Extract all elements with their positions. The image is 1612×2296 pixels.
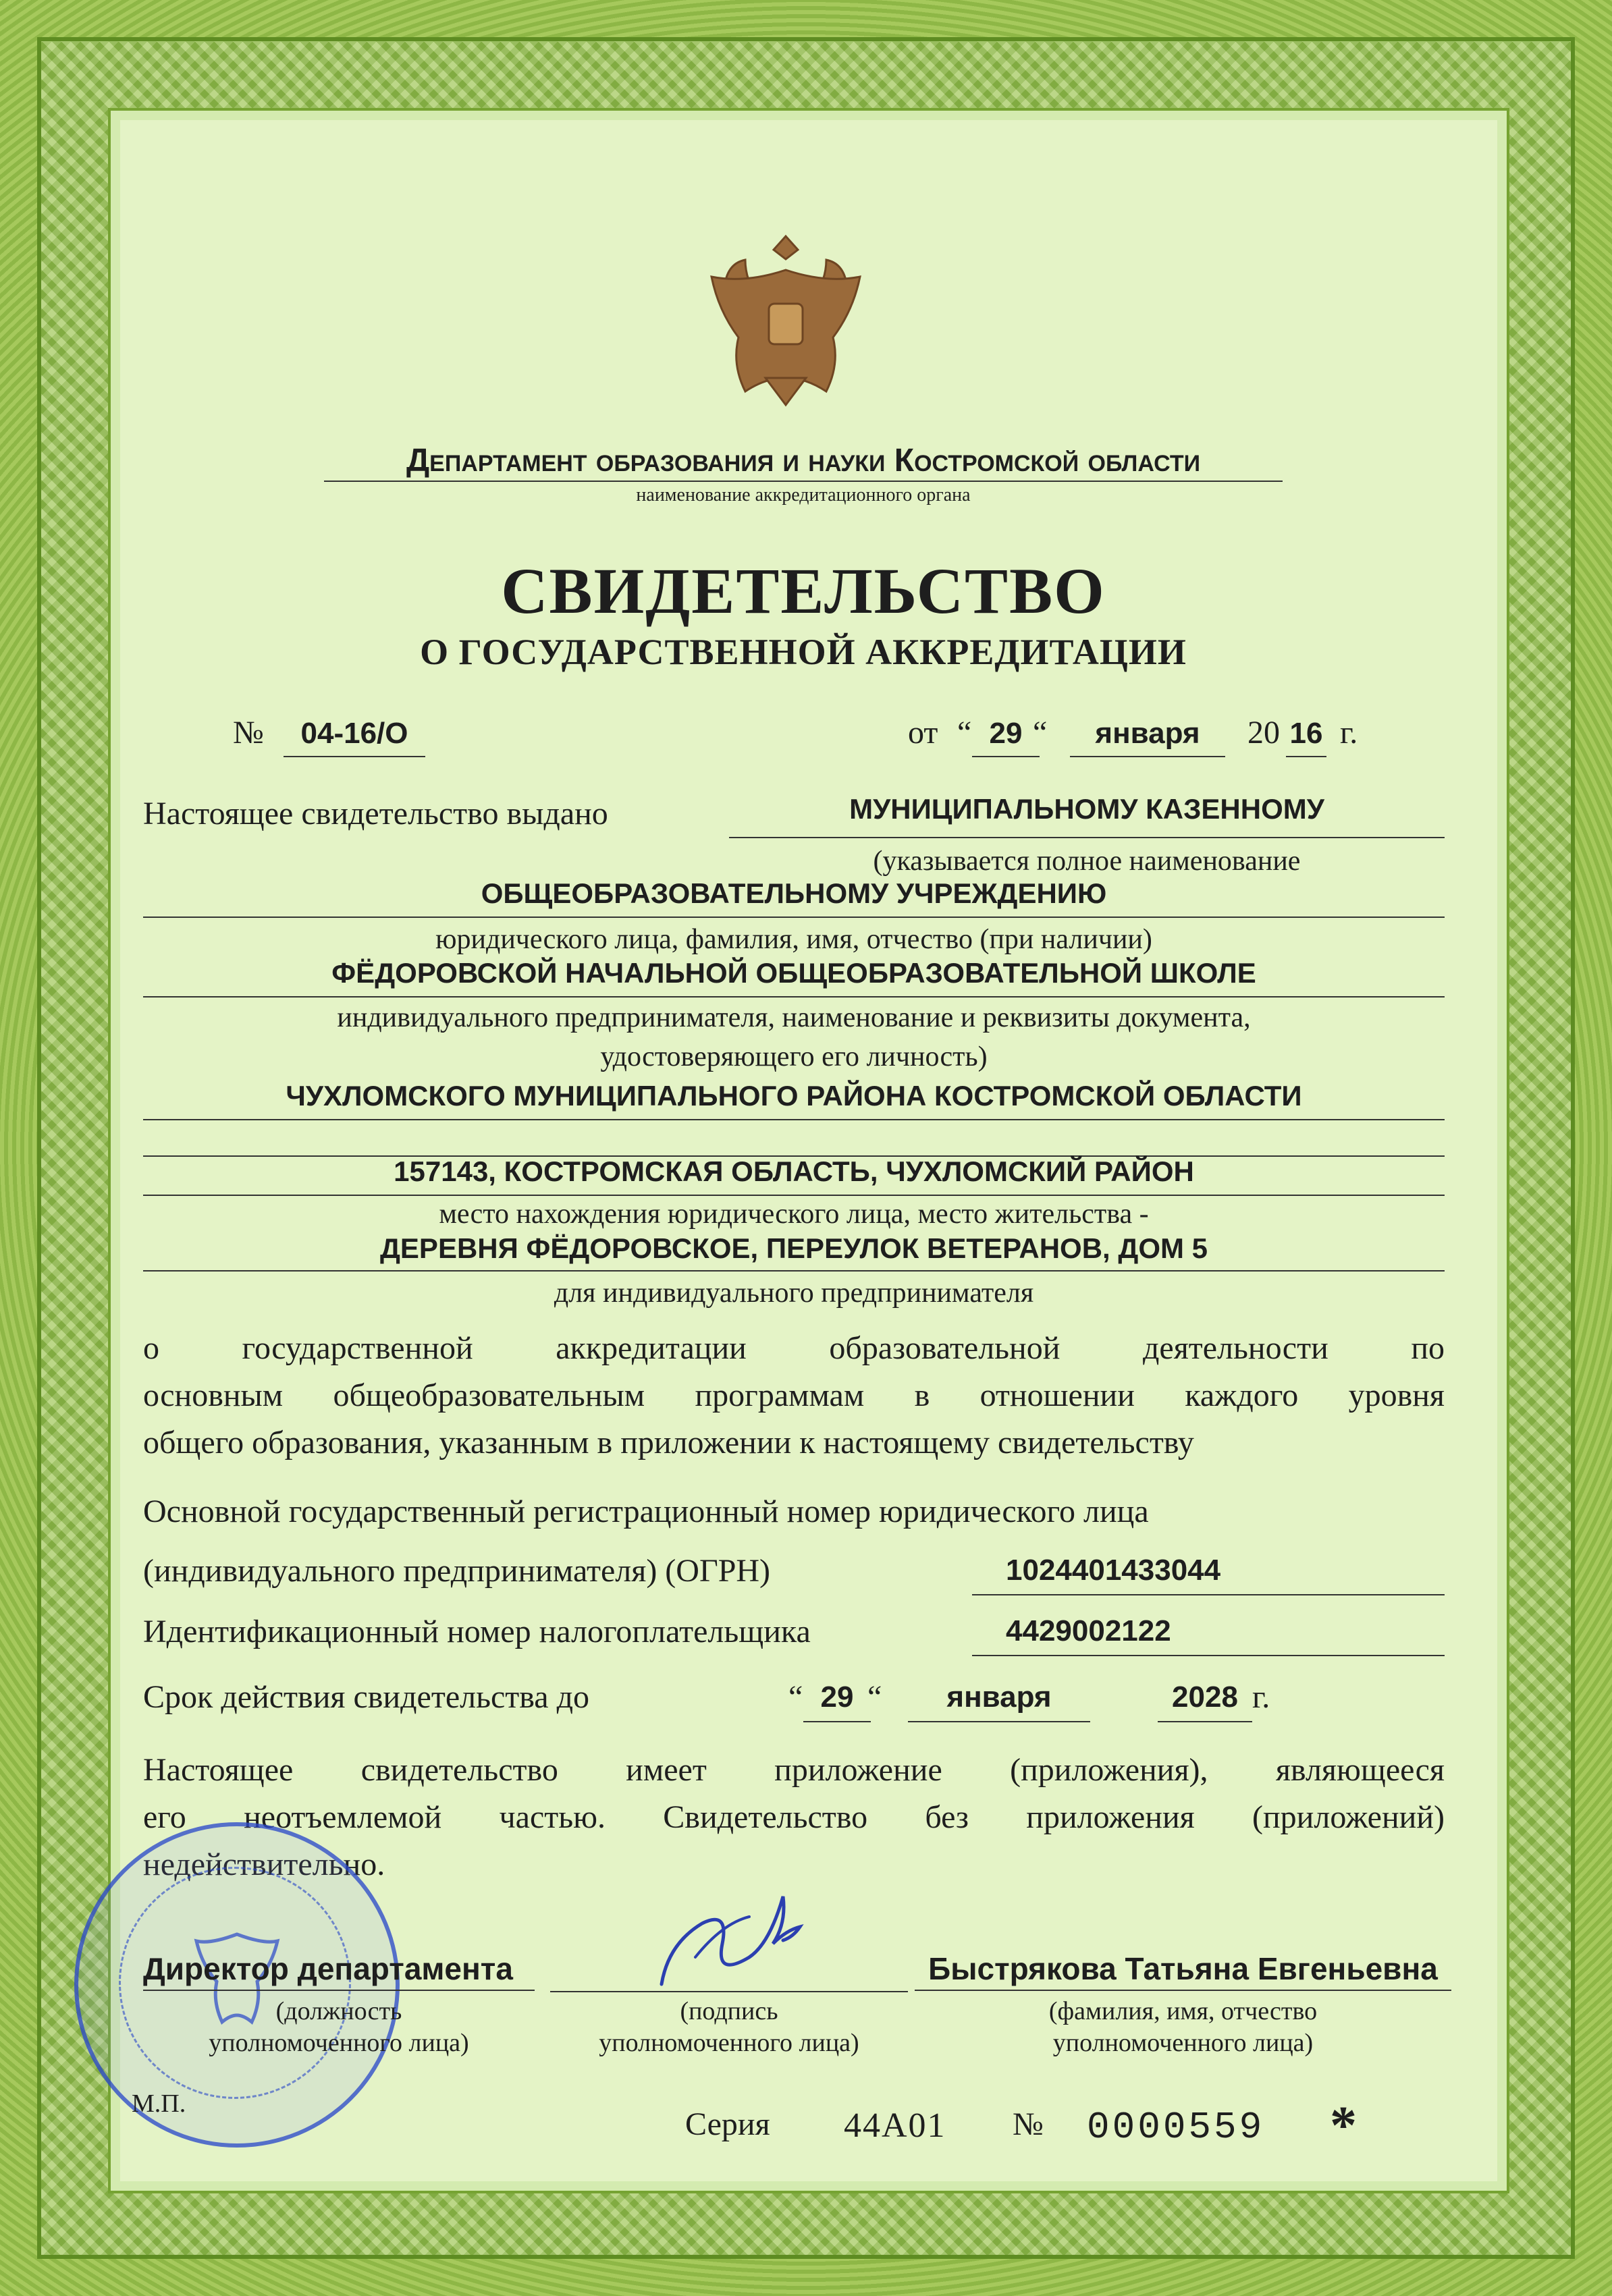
double-headed-eagle-emblem [698,223,874,418]
number-sign: № [233,715,264,750]
issue-day-underline [972,756,1040,757]
validity-label: Срок действия свидетельства до [143,1679,590,1715]
signer-name: Быстрякова Татьяна Евгеньевна [928,1951,1438,1986]
date-close-quote: “ [1033,715,1048,750]
issue-year-underline [1286,756,1326,757]
signature-underline [550,1991,908,1992]
validity-year-unit: г. [1252,1679,1270,1715]
validity-year-underline [1158,1721,1252,1722]
validity-month: января [946,1680,1052,1714]
issued-line-4: ЧУХЛОМСКОГО МУНИЦИПАЛЬНОГО РАЙОНА КОСТРОМСКОЙ ОБЛАСТИ [286,1080,1302,1112]
appendix-text-line-1: Настоящее свидетельство имеет приложение (приложения), являющееся [143,1752,1445,1788]
name-underline [915,1990,1451,1991]
inn-label: Идентификационный номер налогоплательщика [143,1614,811,1649]
issue-day: 29 [989,717,1023,750]
issued-line-4-underline [143,1119,1445,1120]
date-open-quote: “ [957,715,972,750]
signer-position: Директор департамента [143,1951,513,1986]
signature-caption-2: уполномоченного лица) [599,2029,859,2057]
name-caption-2: уполномоченного лица) [1052,2029,1314,2057]
authority-name: Департамент образования и науки Костромской области [406,443,1201,479]
series-value: 44А01 [844,2106,946,2145]
issued-caption-6: для индивидуального предпринимателя [554,1278,1034,1309]
certificate-number: 04-16/О [300,717,408,750]
issued-caption-3a: индивидуального предпринимателя, наименование и реквизиты документа, [337,1002,1251,1033]
validity-open-quote: “ [788,1679,803,1715]
authority-underline [324,481,1283,482]
issued-caption-3b: удостоверяющего его личность) [600,1041,988,1072]
appendix-text-line-3: недействительно. [143,1847,385,1882]
accreditation-text-line-2: основным общеобразовательным программам в отношении каждого уровня [143,1377,1445,1413]
position-underline [143,1990,535,1991]
validity-year: 2028 [1172,1680,1238,1714]
issued-line-5-underline [143,1195,1445,1196]
issued-line-2-underline [143,917,1445,918]
validity-close-quote: “ [867,1679,882,1715]
certificate-title: СВИДЕТЕЛЬСТВО [501,555,1106,627]
issued-line-3-underline [143,996,1445,997]
certificate-subtitle: О ГОСУДАРСТВЕННОЙ АККРЕДИТАЦИИ [420,632,1187,672]
issued-line-5: 157143, КОСТРОМСКАЯ ОБЛАСТЬ, ЧУХЛОМСКИЙ РАЙОН [394,1155,1194,1187]
ogrn-label-1: Основной государственный регистрационный номер юридического лица [143,1494,1149,1529]
issued-line-1: МУНИЦИПАЛЬНОМУ КАЗЕННОМУ [849,793,1324,825]
position-caption-1: (должность [275,1997,402,2025]
number-underline [284,756,425,757]
issue-month-underline [1070,756,1225,757]
ogrn-value: 1024401433044 [1006,1554,1221,1587]
issued-line-1-underline [729,837,1445,838]
issue-year-prefix: 20 [1247,715,1280,750]
ogrn-label-2: (индивидуального предпринимателя) (ОГРН) [143,1553,771,1589]
issued-caption-2: юридического лица, фамилия, имя, отчество (при наличии) [435,924,1152,955]
issued-line-6-underline [143,1270,1445,1272]
inn-underline [972,1655,1445,1656]
accreditation-text-line-1: о государственной аккредитации образовательной деятельности по [143,1330,1445,1366]
issue-month: января [1095,717,1200,750]
series-label: Серия [685,2106,770,2142]
issued-caption-5: место нахождения юридического лица, место жительства - [439,1199,1149,1230]
ogrn-underline [972,1594,1445,1595]
issued-caption-1: (указывается полное наименование [873,846,1301,877]
validity-day: 29 [820,1680,854,1714]
date-from-label: от [908,715,938,750]
issued-label: Настоящее свидетельство выдано [143,796,608,831]
handwritten-signature [648,1883,851,1998]
serial-number: 0000559 [1087,2106,1265,2149]
accreditation-text-line-3: общего образования, указанным в приложении к настоящему свидетельству [143,1425,1194,1460]
name-caption-1: (фамилия, имя, отчество [1048,1997,1318,2025]
appendix-text-line-2: его неотъемлемой частью. Свидетельство без приложения (приложений) [143,1799,1445,1835]
validity-month-underline [908,1721,1090,1722]
stamp-place-label: М.П. [132,2089,186,2118]
serial-number-sign: № [1013,2106,1044,2142]
issued-line-6: ДЕРЕВНЯ ФЁДОРОВСКОЕ, ПЕРЕУЛОК ВЕТЕРАНОВ, ДОМ 5 [380,1232,1208,1264]
issue-year-unit: г. [1340,715,1358,750]
inn-value: 4429002122 [1006,1614,1171,1647]
position-caption-2: уполномоченного лица) [209,2029,469,2057]
validity-day-underline [803,1721,871,1722]
issue-year-suffix: 16 [1289,717,1323,750]
signature-caption-1: (подпись [680,1997,778,2025]
issued-line-3: ФЁДОРОВСКОЙ НАЧАЛЬНОЙ ОБЩЕОБРАЗОВАТЕЛЬНОЙ ШКОЛЕ [331,957,1256,989]
star-mark: * [1330,2096,1357,2156]
authority-caption: наименование аккредитационного органа [636,485,971,505]
issued-line-2: ОБЩЕОБРАЗОВАТЕЛЬНОМУ УЧРЕЖДЕНИЮ [481,877,1107,909]
